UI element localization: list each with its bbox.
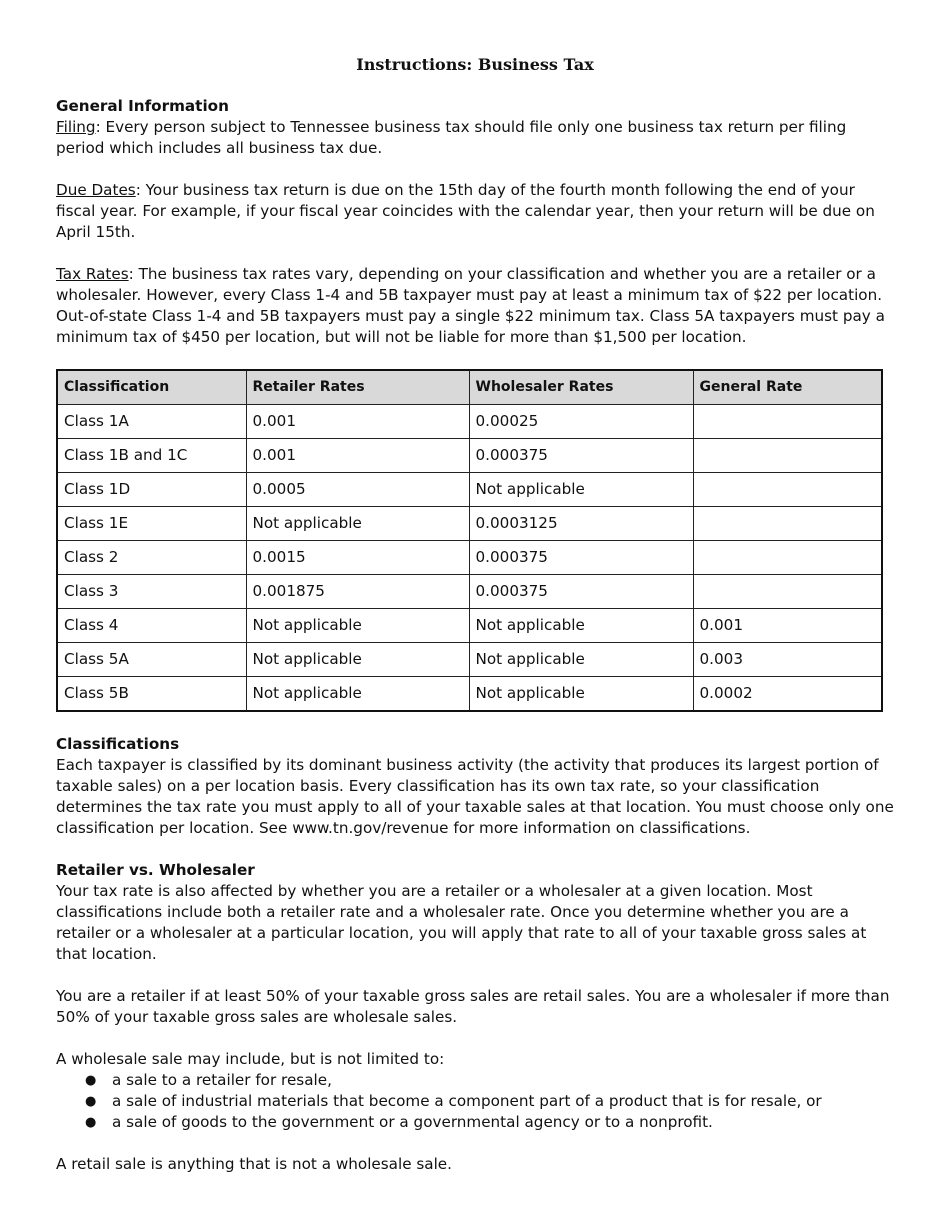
column-header: General Rate [693, 370, 882, 405]
table-cell: Class 1B and 1C [57, 439, 246, 473]
table-cell: 0.003 [693, 643, 882, 677]
retail-sale-paragraph: A retail sale is anything that is not a wholesale sale. [56, 1155, 452, 1173]
table-row [57, 643, 882, 677]
table-cell: Class 1E [57, 507, 246, 541]
table-cell: 0.0002 [693, 677, 882, 712]
table-cell: 0.000375 [469, 575, 693, 609]
list-item-text: a sale of goods to the government or a governmental agency or to a nonprofit. [112, 1113, 713, 1131]
table-row [57, 575, 882, 609]
due-dates-text: : Your business tax return is due on the 15th day of the fourth month following the end of your fiscal year. For example, if your fiscal year coincides with the calendar year, then your return will be due on April 15th. [56, 181, 875, 241]
list-item [56, 1112, 894, 1133]
table-cell: Class 3 [57, 575, 246, 609]
table-cell: Class 1A [57, 405, 246, 439]
bullet-icon: ● [85, 1073, 97, 1088]
filing-text: : Every person subject to Tennessee business tax should file only one business tax return per filing period which includes all business tax due. [56, 118, 847, 157]
tax-rates-term: Tax Rates [56, 265, 129, 283]
table-row [57, 541, 882, 575]
table-cell [693, 405, 882, 439]
retailer-paragraph-2: You are a retailer if at least 50% of your taxable gross sales are retail sales. You are a wholesaler if more than 50% of your taxable gross sales are wholesale sales. [56, 987, 890, 1026]
bullet-icon: ● [85, 1094, 97, 1109]
list-item [56, 1091, 894, 1112]
table-cell [693, 439, 882, 473]
table-cell: 0.0005 [246, 473, 469, 507]
table-cell: Not applicable [469, 677, 693, 712]
tax-rates-paragraph [56, 264, 894, 348]
document-title: Instructions: Business Tax [356, 55, 594, 74]
due-dates-paragraph [56, 180, 894, 243]
table-cell: Not applicable [469, 609, 693, 643]
column-header: Wholesaler Rates [469, 370, 693, 405]
table-cell: Class 1D [57, 473, 246, 507]
table-cell [693, 507, 882, 541]
table-cell: Not applicable [469, 643, 693, 677]
table-cell: 0.001 [246, 405, 469, 439]
filing-paragraph [56, 117, 894, 159]
table-cell [693, 541, 882, 575]
retailer-paragraph-1: Your tax rate is also affected by whether you are a retailer or a wholesaler at a given location. Most classifications include both a retailer rate and a wholesaler rate. Once you determine whether you are a retailer or a wholesaler at a particular location, you will apply that rate to all of your taxable gross sales at that location. [56, 882, 867, 963]
table-cell: Not applicable [246, 507, 469, 541]
table-cell: Class 5B [57, 677, 246, 712]
table-cell: Class 5A [57, 643, 246, 677]
bullet-icon: ● [85, 1115, 97, 1130]
wholesale-sale-intro: A wholesale sale may include, but is not limited to: [56, 1050, 445, 1068]
column-header: Classification [57, 370, 246, 405]
table-row [57, 507, 882, 541]
table-cell: 0.001 [693, 609, 882, 643]
table-cell: 0.000375 [469, 541, 693, 575]
classifications-heading: Classifications [56, 735, 180, 753]
column-header: Retailer Rates [246, 370, 469, 405]
list-item-text: a sale to a retailer for resale, [112, 1071, 332, 1089]
table-header-row [57, 370, 882, 405]
table-cell [693, 473, 882, 507]
wholesale-sale-list [56, 1070, 894, 1133]
table-row [57, 609, 882, 643]
tax-rates-text: : The business tax rates vary, depending on your classification and whether you are a retailer or a wholesaler. However, every Class 1-4 and 5B taxpayer must pay at least a minimum tax of $22 per location. Out-of-state Class 1-4 and 5B taxpayers must pay a single $22 minimum tax. Class 5A taxpayers must pay a minimum tax of $450 per location, but will not be liable for more than $1,500 per location. [56, 265, 885, 346]
document-page [56, 54, 894, 1175]
due-dates-term: Due Dates [56, 181, 136, 199]
table-cell: Not applicable [246, 643, 469, 677]
table-cell: 0.00025 [469, 405, 693, 439]
table-cell: 0.0003125 [469, 507, 693, 541]
table-row [57, 473, 882, 507]
table-row [57, 439, 882, 473]
table-cell: Not applicable [246, 677, 469, 712]
table-cell: Not applicable [246, 609, 469, 643]
list-item-text: a sale of industrial materials that become a component part of a product that is for resale, or [112, 1092, 822, 1110]
table-cell: Class 4 [57, 609, 246, 643]
table-row [57, 677, 882, 712]
table-cell: 0.0015 [246, 541, 469, 575]
retailer-wholesaler-heading: Retailer vs. Wholesaler [56, 861, 255, 879]
table-cell: 0.001 [246, 439, 469, 473]
table-cell: 0.000375 [469, 439, 693, 473]
table-row [57, 405, 882, 439]
filing-term: Filing [56, 118, 96, 136]
table-cell [693, 575, 882, 609]
list-item [56, 1070, 894, 1091]
table-cell: Not applicable [469, 473, 693, 507]
table-cell: 0.001875 [246, 575, 469, 609]
classifications-paragraph: Each taxpayer is classified by its dominant business activity (the activity that produces its largest portion of taxable sales) on a per location basis. Every classification has its own tax rate, so your classification determines the tax rate you must apply to all of your taxable sales at that location. You must choose only one classification per location. See www.tn.gov/revenue for more information on classifications. [56, 756, 894, 837]
tax-rates-table [56, 369, 883, 712]
table-cell: Class 2 [57, 541, 246, 575]
general-information-heading: General Information [56, 97, 229, 115]
